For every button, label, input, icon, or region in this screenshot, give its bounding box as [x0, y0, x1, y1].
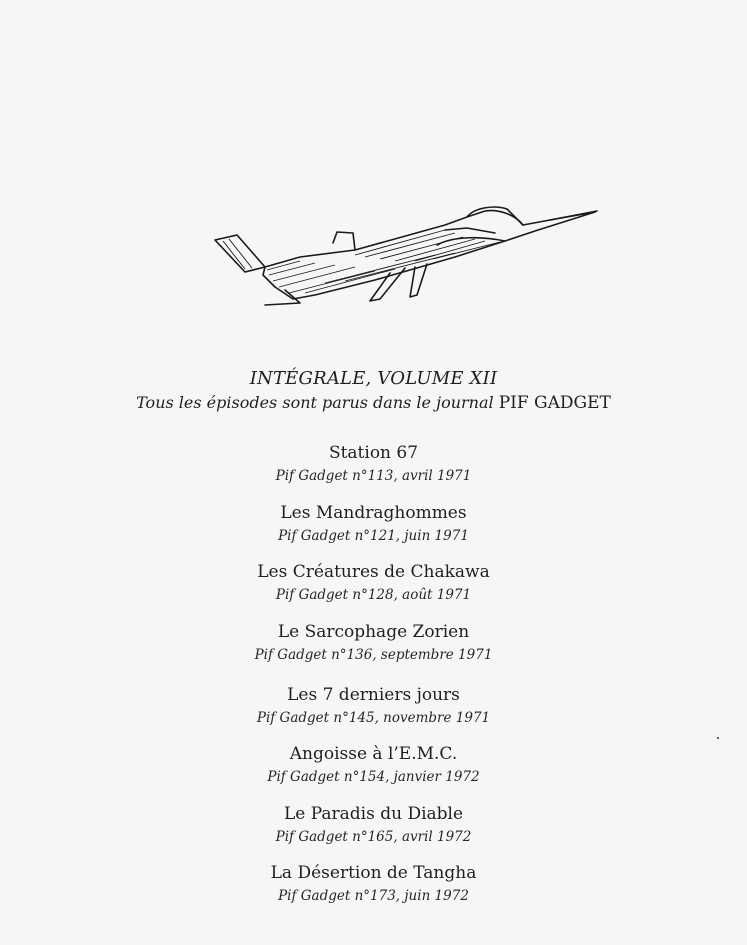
episode-title: Les 7 derniers jours: [287, 685, 460, 705]
episode-publication: Pif Gadget n°165, avril 1972: [275, 829, 472, 845]
volume-heading: [0, 368, 747, 413]
episode-entry: [0, 684, 747, 727]
episode-publication: Pif Gadget n°136, septembre 1971: [254, 647, 493, 663]
episode-entry: [0, 502, 747, 545]
episode-entry: [0, 862, 747, 905]
episode-publication: Pif Gadget n°128, août 1971: [275, 587, 472, 603]
episode-publication: Pif Gadget n°173, juin 1972: [278, 888, 469, 904]
episode-entry: [0, 803, 747, 846]
episode-entry: [0, 743, 747, 786]
episode-title: Les Créatures de Chakawa: [257, 562, 490, 582]
jet-aircraft-icon: [205, 195, 605, 310]
episode-title: La Désertion de Tangha: [270, 863, 477, 883]
episode-publication: Pif Gadget n°113, avril 1971: [275, 468, 472, 484]
journal-name: PIF GADGET: [498, 393, 611, 413]
paper-speck: [717, 737, 719, 739]
episode-title: Les Mandraghommes: [280, 503, 467, 523]
episode-title: Station 67: [328, 443, 419, 463]
episode-publication: Pif Gadget n°154, janvier 1972: [267, 769, 480, 785]
volume-title: INTÉGRALE, VOLUME XII: [249, 368, 498, 389]
episode-entry: [0, 442, 747, 485]
episode-title: Angoisse à l’E.M.C.: [289, 744, 458, 764]
episode-entry: [0, 561, 747, 604]
episode-title: Le Sarcophage Zorien: [277, 622, 470, 642]
subtitle-text: Tous les épisodes sont parus dans le journal: [136, 393, 494, 412]
episode-publication: Pif Gadget n°121, juin 1971: [278, 528, 469, 544]
volume-subtitle: [0, 393, 747, 413]
episode-publication: Pif Gadget n°145, novembre 1971: [256, 710, 491, 726]
episode-title: Le Paradis du Diable: [283, 804, 464, 824]
episode-entry: [0, 621, 747, 664]
